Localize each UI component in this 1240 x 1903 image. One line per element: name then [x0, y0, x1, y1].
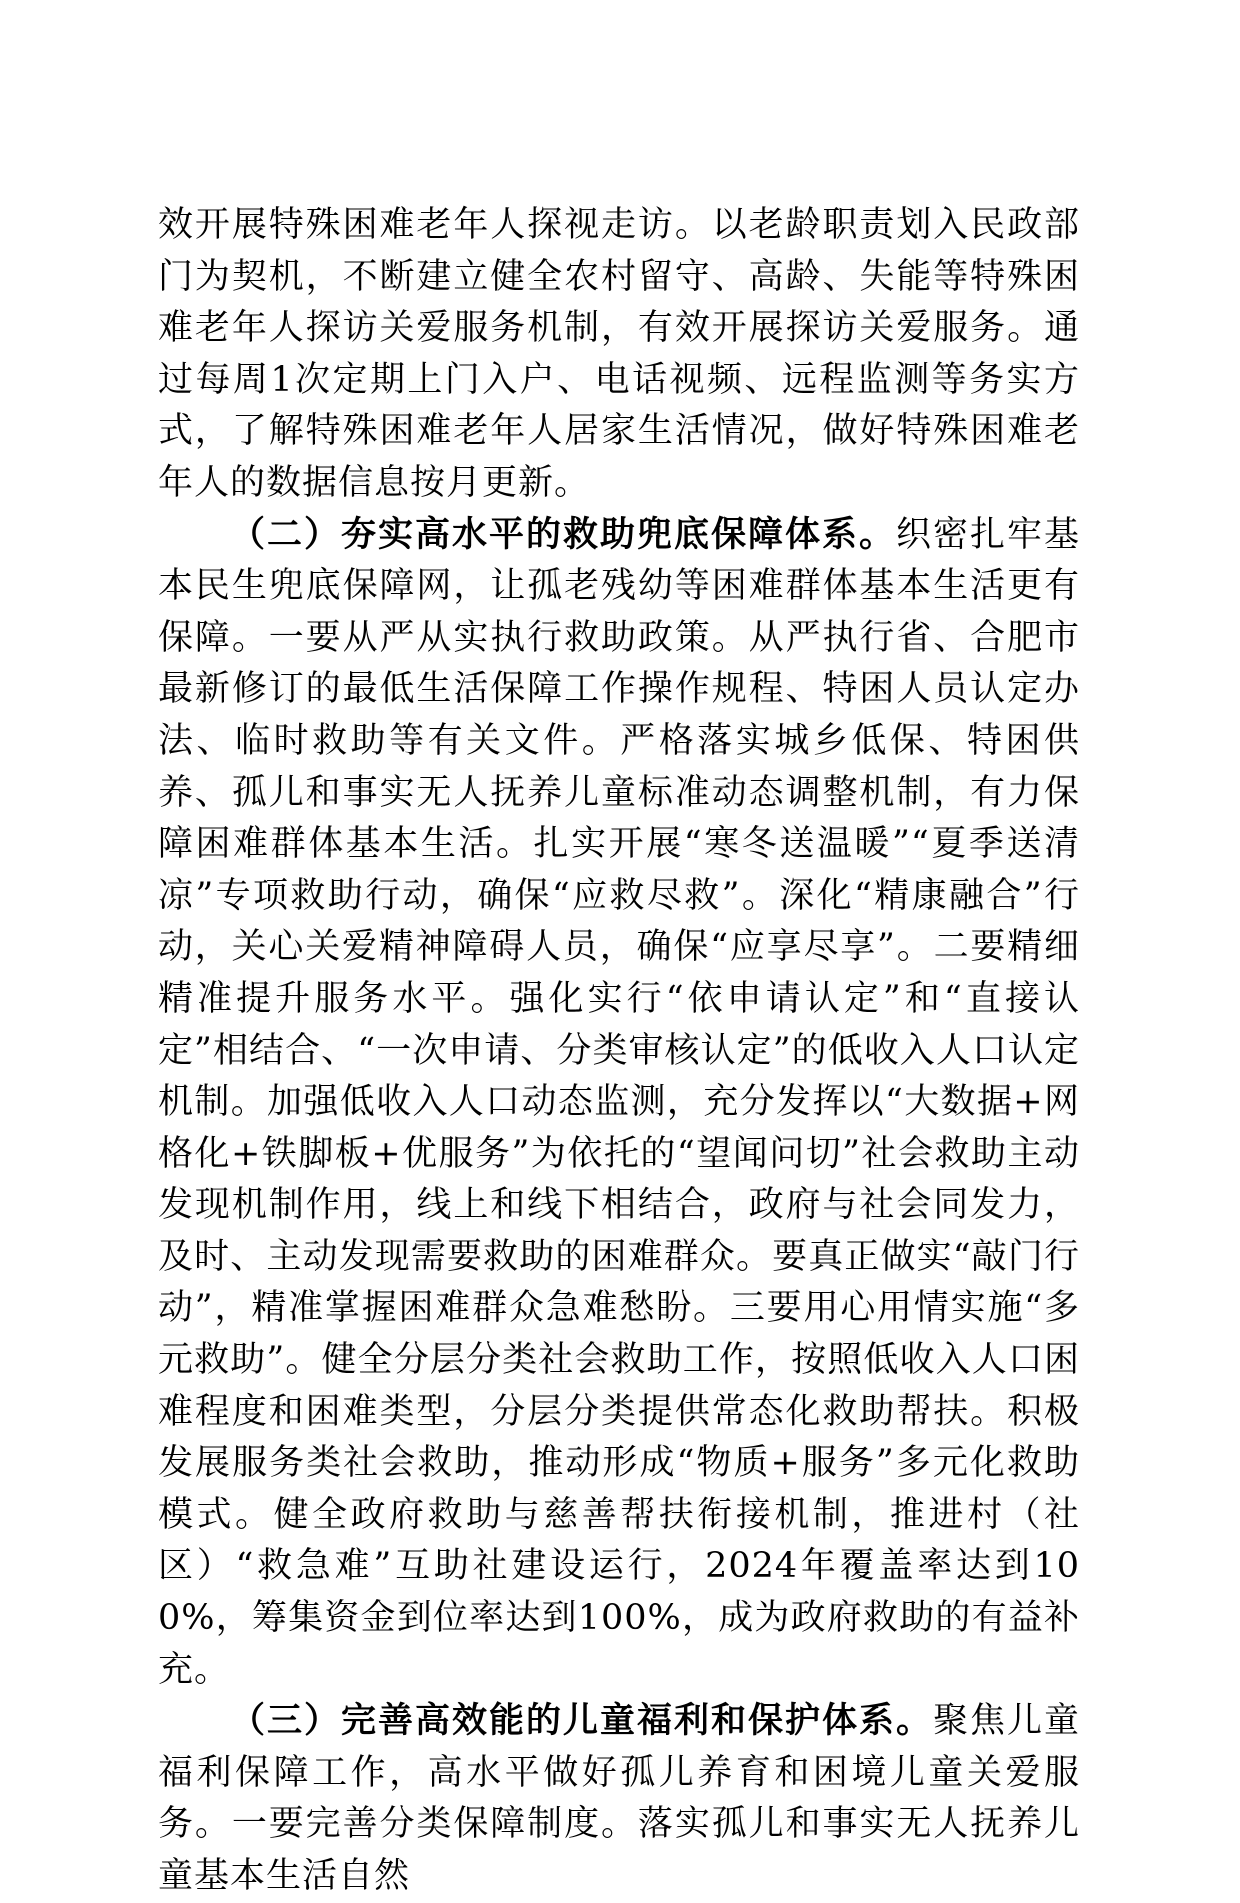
paragraph-1-text: 效开展特殊困难老年人探视走访。以老龄职责划入民政部门为契机，不断建立健全农村留守、高龄、失能等特殊困难老年人探访关爱服务机制，有效开展探访关爱服务。通过每周1次定期上门入户、电话视频、远程监测等务实方式，了解特殊困难老年人居家生活情况，做好特殊困难老年人的数据信息按月更新。 — [158, 205, 1080, 503]
section-two-heading: （二）夯实高水平的救助兜底保障体系。 — [230, 514, 896, 555]
section-two-body: 织密扎牢基本民生兜底保障网，让孤老残幼等困难群体基本生活更有保障。一要从严从实执行救助政策。从严执行省、合肥市最新修订的最低生活保障工作操作规程、特困人员认定办法、临时救助等有关文件。严格落实城乡低保、特困供养、孤儿和事实无人抚养儿童标准动态调整机制，有力保障困难群体基本生活。扎实开展“寒冬送温暖”“夏季送清凉”专项救助行动，确保“应救尽救”。深化“精康融合”行动，关心关爱精神障碍人员，确保“应享尽享”。二要精细精准提升服务水平。强化实行“依申请认定”和“直接认定”相结合、“一次申请、分类审核认定”的低收入人口认定机制。加强低收入人口动态监测，充分发挥以“大数据+网格化+铁脚板+优服务”为依托的“望闻问切”社会救助主动发现机制作用，线上和线下相结合，政府与社会同发力，及时、主动发现需要救助的困难群众。要真正做实“敲门行动”，精准掌握困难群众急难愁盼。三要用心用情实施“多元救助”。健全分层分类社会救助工作，按照低收入人口困难程度和困难类型，分层分类提供常态化救助帮扶。积极发展服务类社会救助，推动形成“物质+服务”多元化救助模式。健全政府救助与慈善帮扶衔接机制，推进村（社区）“救急难”互助社建设运行，2024年覆盖率达到100%，筹集资金到位率达到100%，成为政府救助的有益补充。 — [158, 514, 1080, 1690]
document-body — [158, 200, 1080, 1903]
section-three-paragraph — [158, 1696, 1080, 1902]
paragraph-continuation — [158, 200, 1080, 510]
section-three-body: 聚焦儿童福利保障工作，高水平做好孤儿养育和困境儿童关爱服务。一要完善分类保障制度。落实孤儿和事实无人抚养儿童基本生活自然 — [158, 1701, 1080, 1896]
section-three-heading: （三）完善高效能的儿童福利和保护体系。 — [230, 1701, 933, 1742]
section-two-paragraph — [158, 510, 1080, 1697]
